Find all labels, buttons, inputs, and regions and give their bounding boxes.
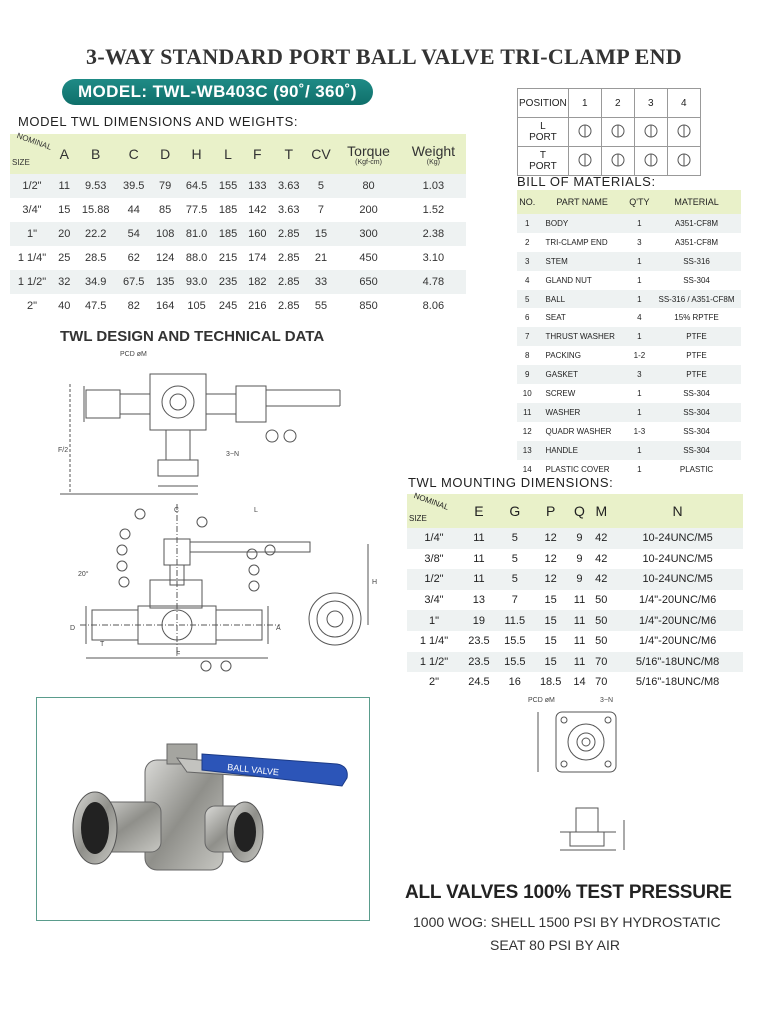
table-cell: 33 bbox=[306, 270, 337, 294]
bom-cell: 1 bbox=[627, 327, 652, 346]
nominal-label: NOMINAL bbox=[15, 131, 53, 152]
table-cell: 39.5 bbox=[117, 174, 151, 198]
table-cell: 3.63 bbox=[278, 204, 300, 216]
bom-cell: 1 bbox=[627, 214, 652, 233]
mounting-row bbox=[407, 528, 743, 549]
table-cell: 182 bbox=[243, 270, 272, 294]
size-cell: 2" bbox=[26, 300, 38, 312]
table-cell: 11 bbox=[573, 594, 586, 607]
size-cell: 3/8" bbox=[424, 552, 444, 565]
bom-cell: PTFE bbox=[686, 351, 707, 361]
bom-cell: 3 bbox=[637, 237, 642, 247]
table-cell: 1/4"-20UNC/M6 bbox=[638, 594, 717, 607]
bom-cell: BODY bbox=[538, 214, 627, 233]
table-cell: 81.0 bbox=[180, 222, 214, 246]
dim-col-header-f: F bbox=[243, 134, 272, 174]
bom-cell: THRUST WASHER bbox=[538, 327, 627, 346]
table-cell: 22.2 bbox=[74, 222, 116, 246]
dim-col-header-b: B bbox=[74, 134, 116, 174]
table-cell: 200 bbox=[359, 204, 378, 216]
bom-row bbox=[517, 214, 741, 233]
table-cell: 133 bbox=[243, 174, 272, 198]
valve-photo-illustration bbox=[37, 698, 369, 920]
bom-cell: 1 bbox=[627, 290, 652, 309]
table-cell: 216 bbox=[248, 300, 267, 312]
bom-cell: 4 bbox=[637, 313, 642, 323]
bom-cell: SCREW bbox=[545, 388, 576, 398]
table-cell: 34.9 bbox=[74, 270, 116, 294]
table-cell: 105 bbox=[187, 300, 206, 312]
bom-row bbox=[517, 441, 741, 460]
bom-cell: 15% RPTFE bbox=[674, 313, 719, 323]
bom-cell: GLAND NUT bbox=[545, 275, 592, 285]
table-cell: 12 bbox=[544, 552, 557, 565]
table-cell: 7 bbox=[317, 204, 325, 216]
port-diagram-cell bbox=[667, 118, 700, 147]
table-cell: 108 bbox=[151, 222, 180, 246]
table-cell: 23.5 bbox=[461, 652, 497, 673]
port-diagram-icon bbox=[574, 151, 596, 169]
table-cell: 9.53 bbox=[74, 174, 116, 198]
table-cell: 15 bbox=[544, 635, 557, 648]
table-cell: 235 bbox=[213, 270, 242, 294]
bom-cell: 1 bbox=[637, 464, 642, 474]
nominal-size-header bbox=[10, 131, 54, 174]
port-diagram-cell bbox=[634, 147, 667, 176]
valve-engineering-drawing bbox=[40, 344, 380, 674]
table-cell: 7 bbox=[511, 594, 518, 607]
table-cell: 2.85 bbox=[272, 270, 306, 294]
table-cell: 11.5 bbox=[497, 610, 533, 631]
position-number: 4 bbox=[667, 89, 700, 118]
bom-cell: QUADR WASHER bbox=[545, 426, 612, 436]
product-photo bbox=[36, 697, 370, 921]
bom-cell: 1 bbox=[517, 214, 538, 233]
table-cell: 650 bbox=[336, 270, 400, 294]
dim-col-header-l: L bbox=[213, 134, 242, 174]
table-cell: 1/4"-20UNC/M6 bbox=[638, 635, 717, 648]
table-cell: 62 bbox=[127, 252, 140, 264]
bom-cell: SS-304 bbox=[652, 403, 741, 422]
bom-cell: SS-304 bbox=[683, 426, 710, 436]
t-label: T bbox=[100, 641, 105, 648]
table-cell: 5 bbox=[511, 552, 518, 565]
mount-pcd-label: PCD øM bbox=[528, 697, 555, 704]
bom-heading: BILL OF MATERIALS: bbox=[517, 174, 656, 189]
bom-cell: PLASTIC COVER bbox=[545, 464, 610, 474]
table-cell: 70 bbox=[595, 676, 608, 689]
bom-cell: SS-304 bbox=[652, 441, 741, 460]
bom-col-header: Q'TY bbox=[627, 190, 652, 214]
table-cell: 15.5 bbox=[504, 635, 526, 648]
bom-cell: BALL bbox=[538, 290, 627, 309]
bom-cell: 6 bbox=[525, 313, 530, 323]
table-cell: 70 bbox=[590, 652, 612, 673]
position-number: 3 bbox=[634, 89, 667, 118]
port-diagram-cell bbox=[601, 147, 634, 176]
table-cell: 67.5 bbox=[117, 270, 151, 294]
bom-cell: A351-CF8M bbox=[652, 214, 741, 233]
size-cell: 1" bbox=[10, 222, 54, 246]
mount-hole-label: 3−N bbox=[600, 697, 614, 704]
mount-col-header-p: P bbox=[533, 494, 569, 528]
table-cell: 28.5 bbox=[84, 252, 107, 264]
test-pressure-headline: ALL VALVES 100% TEST PRESSURE bbox=[405, 882, 732, 903]
size-cell: 1 1/4" bbox=[419, 635, 449, 648]
mounting-table bbox=[407, 491, 743, 693]
bom-cell: PTFE bbox=[652, 365, 741, 384]
table-cell: 82 bbox=[127, 300, 140, 312]
weight-unit: (Kg) bbox=[426, 158, 440, 166]
angle-label: 20° bbox=[78, 571, 89, 578]
table-row bbox=[10, 198, 466, 222]
test-pressure-line-2: SEAT 80 PSI BY AIR bbox=[490, 937, 620, 953]
table-cell: 32 bbox=[54, 270, 74, 294]
table-row bbox=[10, 294, 466, 318]
bom-row bbox=[517, 422, 741, 441]
size-cell: 1" bbox=[407, 610, 461, 631]
handle-label: BALL VALVE bbox=[226, 762, 280, 778]
bom-cell: 1-2 bbox=[633, 351, 646, 361]
bom-cell: SS-316 / A351-CF8M bbox=[652, 290, 741, 309]
bom-col-header: PART NAME bbox=[538, 190, 627, 214]
table-cell: 15 bbox=[533, 610, 569, 631]
size-cell: 1 1/4" bbox=[17, 252, 47, 264]
table-cell: 2.85 bbox=[272, 222, 306, 246]
table-cell: 450 bbox=[359, 252, 378, 264]
table-cell: 185 bbox=[213, 222, 242, 246]
table-cell: 5 bbox=[497, 569, 533, 590]
table-cell: 2.85 bbox=[278, 252, 300, 264]
table-cell: 124 bbox=[155, 252, 175, 264]
dimensions-heading: MODEL TWL DIMENSIONS AND WEIGHTS: bbox=[18, 114, 299, 129]
table-cell: 15 bbox=[306, 222, 337, 246]
table-cell: 25 bbox=[58, 252, 71, 264]
mounting-heading: TWL MOUNTING DIMENSIONS: bbox=[408, 475, 614, 490]
weight-header: Weight (Kg) bbox=[401, 134, 466, 174]
dim-col-header-d: D bbox=[151, 134, 180, 174]
table-cell: 15 bbox=[58, 204, 71, 216]
port-diagram-cell bbox=[667, 147, 700, 176]
bom-cell: HANDLE bbox=[538, 441, 627, 460]
bom-col-header: MATERIAL bbox=[652, 190, 741, 214]
bom-row bbox=[517, 365, 741, 384]
table-cell: 185 bbox=[218, 204, 238, 216]
size-cell: 1/4" bbox=[407, 528, 461, 549]
bom-cell: 1 bbox=[627, 252, 652, 271]
table-row bbox=[10, 222, 466, 246]
bom-cell: 1 bbox=[627, 403, 652, 422]
table-row bbox=[10, 246, 466, 270]
table-cell: 15 bbox=[533, 652, 569, 673]
table-cell: 12 bbox=[533, 528, 569, 549]
table-cell: 174 bbox=[248, 252, 267, 264]
bom-cell: 5 bbox=[517, 290, 538, 309]
table-cell: 54 bbox=[117, 222, 151, 246]
size-cell: 2" bbox=[428, 676, 440, 689]
bom-cell: 3 bbox=[517, 252, 538, 271]
bom-row bbox=[517, 384, 741, 403]
bom-cell: 1 bbox=[637, 388, 642, 398]
table-cell: 155 bbox=[213, 174, 242, 198]
table-cell: 24.5 bbox=[468, 676, 490, 689]
size-cell: 3/4" bbox=[22, 204, 42, 216]
test-pressure-line-1: 1000 WOG: SHELL 1500 PSI BY HYDROSTATIC bbox=[413, 914, 721, 930]
bom-cell: 3 bbox=[627, 365, 652, 384]
bom-row bbox=[517, 346, 741, 365]
bom-cell: GASKET bbox=[538, 365, 627, 384]
port-diagram-cell bbox=[568, 147, 601, 176]
table-cell: 14 bbox=[573, 676, 586, 689]
mounting-nominal-size-header bbox=[407, 491, 461, 528]
bom-row bbox=[517, 271, 741, 290]
table-cell: 2.85 bbox=[278, 300, 300, 312]
bom-cell: SS-304 bbox=[683, 275, 710, 285]
table-row bbox=[10, 270, 466, 294]
position-number: 2 bbox=[601, 89, 634, 118]
table-cell: 20 bbox=[54, 222, 74, 246]
table-cell: 160 bbox=[243, 222, 272, 246]
table-cell: 79 bbox=[151, 174, 180, 198]
table-cell: 40 bbox=[58, 300, 71, 312]
bom-cell: SS-316 bbox=[652, 252, 741, 271]
table-cell: 1.52 bbox=[422, 204, 445, 216]
table-cell: 11 bbox=[461, 528, 497, 549]
c-label: C bbox=[174, 507, 180, 514]
table-cell: 11 bbox=[569, 652, 591, 673]
bom-cell: 4 bbox=[525, 275, 530, 285]
mounting-drawing bbox=[520, 690, 640, 870]
bom-cell: 2 bbox=[525, 237, 530, 247]
mounting-row bbox=[407, 549, 743, 570]
bom-row bbox=[517, 308, 741, 327]
bom-cell: 9 bbox=[517, 365, 538, 384]
bom-row bbox=[517, 290, 741, 309]
bom-row bbox=[517, 327, 741, 346]
port-diagram-icon bbox=[640, 151, 662, 169]
table-cell: 142 bbox=[248, 204, 267, 216]
table-cell: 42 bbox=[590, 528, 612, 549]
table-cell: 11 bbox=[569, 610, 591, 631]
port-diagram-icon bbox=[574, 122, 596, 140]
table-cell: 85 bbox=[159, 204, 172, 216]
bom-col-header: NO. bbox=[517, 190, 538, 214]
table-cell: 135 bbox=[151, 270, 180, 294]
table-cell: 5 bbox=[306, 174, 337, 198]
table-cell: 93.0 bbox=[180, 270, 214, 294]
bill-of-materials-table bbox=[517, 190, 741, 478]
bom-row bbox=[517, 252, 741, 271]
bom-cell: PTFE bbox=[652, 327, 741, 346]
model-badge: MODEL: TWL-WB403C (90˚/ 360˚) bbox=[62, 79, 373, 105]
mounting-nominal-label: NOMINAL bbox=[412, 491, 450, 512]
size-cell: 3/4" bbox=[424, 594, 444, 607]
bom-cell: TRI-CLAMP END bbox=[545, 237, 608, 247]
torque-unit: (Kgf-cm) bbox=[355, 158, 382, 166]
bom-row bbox=[517, 403, 741, 422]
mounting-row bbox=[407, 590, 743, 611]
port-diagram-cell bbox=[601, 118, 634, 147]
table-cell: 50 bbox=[590, 610, 612, 631]
position-table bbox=[517, 88, 701, 176]
table-cell: 9 bbox=[569, 528, 591, 549]
size-cell: 1 1/2" bbox=[10, 270, 54, 294]
bom-cell: 8 bbox=[525, 351, 530, 361]
table-cell: 245 bbox=[218, 300, 238, 312]
mounting-row bbox=[407, 652, 743, 673]
size-cell: 1/2" bbox=[10, 174, 54, 198]
table-cell: 23.5 bbox=[468, 635, 490, 648]
dimensions-table bbox=[10, 131, 466, 318]
bom-row bbox=[517, 233, 741, 252]
table-cell: 44 bbox=[127, 204, 140, 216]
table-cell: 80 bbox=[336, 174, 400, 198]
port-diagram-cell bbox=[634, 118, 667, 147]
table-cell: 15.5 bbox=[497, 652, 533, 673]
hole-label: 3−N bbox=[226, 451, 240, 458]
table-cell: 3.63 bbox=[272, 174, 306, 198]
dim-col-header-h: H bbox=[180, 134, 214, 174]
table-cell: 5/16"-18UNC/M8 bbox=[612, 652, 743, 673]
table-cell: 1.03 bbox=[401, 174, 466, 198]
table-cell: 2.38 bbox=[401, 222, 466, 246]
bom-cell: WASHER bbox=[538, 403, 627, 422]
table-cell: 850 bbox=[359, 300, 378, 312]
page-title: 3-WAY STANDARD PORT BALL VALVE TRI-CLAMP END bbox=[86, 44, 682, 69]
h-label: H bbox=[372, 579, 378, 586]
size-label: SIZE bbox=[12, 158, 30, 167]
table-cell: 88.0 bbox=[185, 252, 208, 264]
bom-cell: SEAT bbox=[545, 313, 566, 323]
table-cell: 13 bbox=[472, 594, 486, 607]
f-label: F bbox=[176, 651, 181, 658]
table-cell: 55 bbox=[314, 300, 328, 312]
table-cell: 300 bbox=[336, 222, 400, 246]
bom-cell: 12 bbox=[522, 426, 532, 436]
mount-col-header-q: Q bbox=[569, 494, 591, 528]
mounting-row bbox=[407, 610, 743, 631]
mounting-row bbox=[407, 569, 743, 590]
position-label: POSITION bbox=[518, 89, 569, 118]
mount-col-header-n: N bbox=[612, 494, 743, 528]
table-cell: 21 bbox=[314, 252, 328, 264]
torque-header: Torque (Kgf-cm) bbox=[336, 134, 400, 174]
table-cell: 11 bbox=[54, 174, 74, 198]
mount-col-header-m: M bbox=[590, 494, 612, 528]
table-cell: 47.5 bbox=[84, 300, 107, 312]
size-cell: 1/2" bbox=[407, 569, 461, 590]
bom-cell: 11 bbox=[517, 403, 538, 422]
table-cell: 15 bbox=[544, 594, 557, 607]
dim-col-header-a: A bbox=[54, 134, 74, 174]
bom-cell: 13 bbox=[517, 441, 538, 460]
bom-cell: PLASTIC bbox=[679, 464, 714, 474]
table-cell: 50 bbox=[595, 635, 608, 648]
port-diagram-icon bbox=[673, 151, 695, 169]
l-port-label: L PORT bbox=[518, 118, 569, 147]
table-cell: 10-24UNC/M5 bbox=[612, 528, 743, 549]
bom-cell: 1 bbox=[627, 441, 652, 460]
l-label: L bbox=[254, 507, 258, 514]
bom-cell: 1 bbox=[637, 275, 642, 285]
table-cell: 16 bbox=[508, 676, 521, 689]
table-cell: 19 bbox=[461, 610, 497, 631]
table-row bbox=[10, 174, 466, 198]
t-port-label: T PORT bbox=[518, 147, 569, 176]
table-cell: 1/4"-20UNC/M6 bbox=[612, 610, 743, 631]
table-cell: 12 bbox=[533, 569, 569, 590]
mount-col-header-e: E bbox=[461, 494, 497, 528]
pcd-label: PCD øM bbox=[120, 351, 147, 358]
table-cell: 9 bbox=[576, 552, 583, 565]
dim-col-header-cv: CV bbox=[306, 134, 337, 174]
size-cell: 1 1/2" bbox=[407, 652, 461, 673]
table-cell: 77.5 bbox=[185, 204, 208, 216]
port-diagram-icon bbox=[673, 122, 695, 140]
table-cell: 9 bbox=[569, 569, 591, 590]
bom-cell: STEM bbox=[538, 252, 627, 271]
bom-cell: PACKING bbox=[545, 351, 581, 361]
bom-cell: 14 bbox=[522, 464, 532, 474]
table-cell: 8.06 bbox=[422, 300, 445, 312]
table-cell: 15.88 bbox=[81, 204, 110, 216]
bom-cell: 10 bbox=[522, 388, 532, 398]
f2-label: F/2 bbox=[58, 447, 69, 454]
dim-col-header-t: T bbox=[272, 134, 306, 174]
mounting-row bbox=[407, 631, 743, 652]
table-cell: 5 bbox=[497, 528, 533, 549]
port-diagram-icon bbox=[607, 122, 629, 140]
port-diagram-cell bbox=[568, 118, 601, 147]
a-label: A bbox=[276, 625, 281, 632]
bom-cell: A351-CF8M bbox=[674, 237, 719, 247]
bom-cell: 1-3 bbox=[633, 426, 646, 436]
position-number: 1 bbox=[568, 89, 601, 118]
mount-col-header-g: G bbox=[497, 494, 533, 528]
table-cell: 3.10 bbox=[422, 252, 445, 264]
table-cell: 50 bbox=[595, 594, 608, 607]
table-cell: 11 bbox=[461, 569, 497, 590]
design-heading: TWL DESIGN AND TECHNICAL DATA bbox=[60, 328, 325, 345]
bom-cell: SS-304 bbox=[683, 388, 710, 398]
table-cell: 215 bbox=[218, 252, 238, 264]
table-cell: 42 bbox=[595, 552, 608, 565]
table-cell: 164 bbox=[155, 300, 175, 312]
table-cell: 10-24UNC/M5 bbox=[642, 552, 713, 565]
d-label: D bbox=[70, 625, 76, 632]
table-cell: 4.78 bbox=[401, 270, 466, 294]
port-diagram-icon bbox=[607, 151, 629, 169]
table-cell: 64.5 bbox=[180, 174, 214, 198]
table-cell: 11 bbox=[473, 552, 485, 565]
bom-cell: 7 bbox=[517, 327, 538, 346]
dim-col-header-c: C bbox=[117, 134, 151, 174]
port-diagram-icon bbox=[640, 122, 662, 140]
mounting-size-label: SIZE bbox=[409, 514, 427, 523]
table-cell: 42 bbox=[590, 569, 612, 590]
table-cell: 18.5 bbox=[539, 676, 562, 689]
table-cell: 11 bbox=[573, 635, 586, 648]
table-cell: 10-24UNC/M5 bbox=[612, 569, 743, 590]
table-cell: 5/16"-18UNC/M8 bbox=[635, 676, 720, 689]
